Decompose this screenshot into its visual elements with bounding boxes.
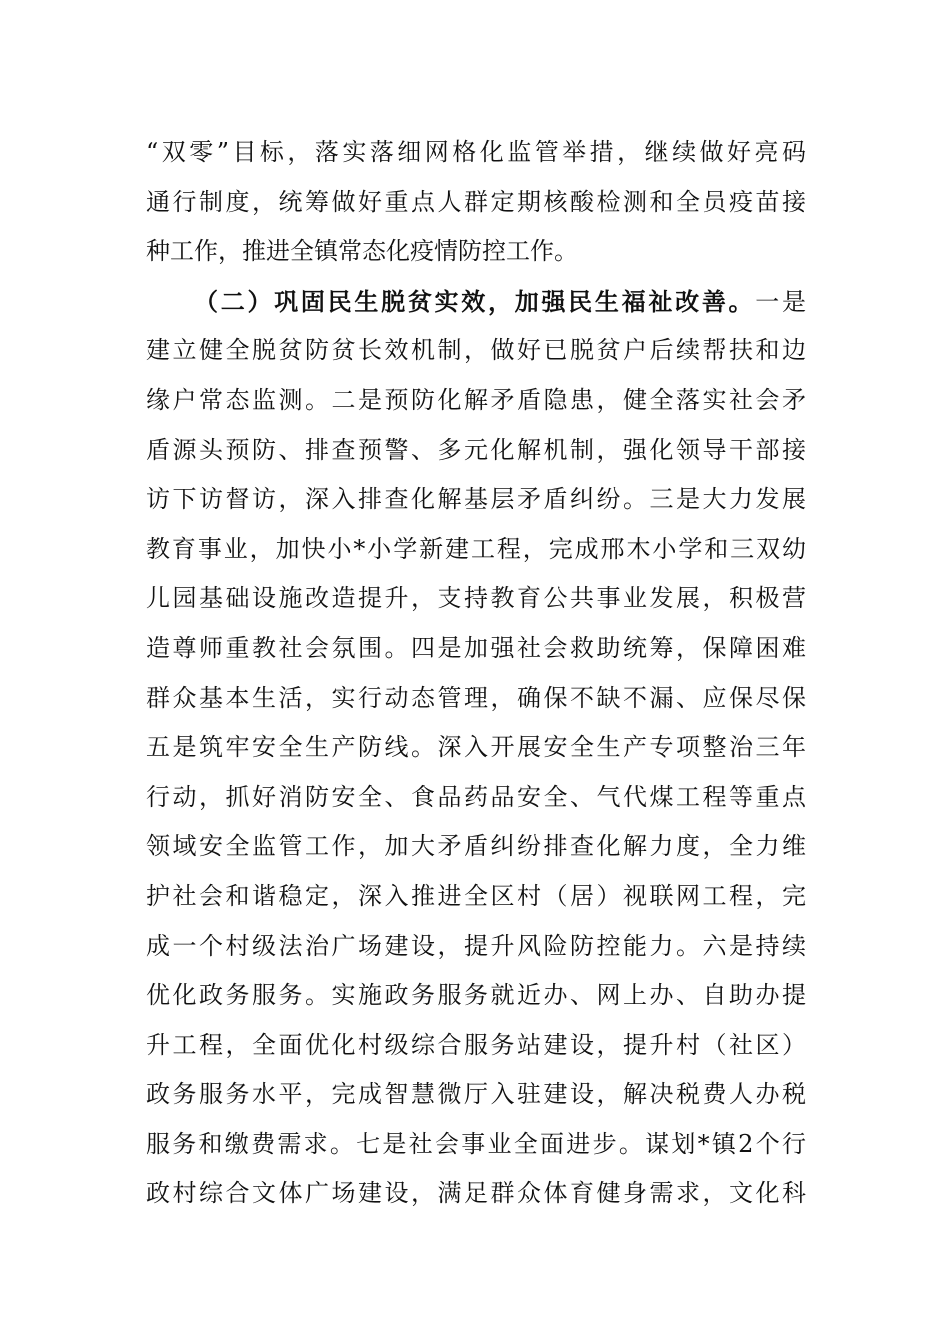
text-line: 优化政务服务。实施政务服务就近办、网上办、自助办提 <box>146 981 806 1010</box>
text-line: 服务和缴费需求。七是社会事业全面进步。谋划*镇2个行 <box>146 1129 806 1158</box>
text-line: “双零”目标，落实落细网格化监管举措，继续做好亮码 <box>146 138 806 166</box>
text-line: 造尊师重教社会氛围。四是加强社会救助统筹，保障困难 <box>146 633 806 662</box>
text-line: 行动，抓好消防安全、食品药品安全、气代煤工程等重点 <box>146 782 806 811</box>
section-heading: （二）巩固民生脱贫实效，加强民生福祉改善。 <box>194 286 756 316</box>
text-line: 群众基本生活，实行动态管理，确保不缺不漏、应保尽保 <box>146 683 806 712</box>
text-line: 护社会和谐稳定，深入推进全区村（居）视联网工程，完 <box>146 881 806 910</box>
document-body <box>146 128 806 1219</box>
text-line: 领域安全监管工作，加大矛盾纠纷排查化解力度，全力维 <box>146 832 806 861</box>
section-heading-line <box>146 277 806 327</box>
text-line: 政村综合文体广场建设，满足群众体育健身需求，文化科 <box>146 1179 806 1208</box>
text-line: 盾源头预防、排查预警、多元化解机制，强化领导干部接 <box>146 435 806 464</box>
text-line: 建立健全脱贫防贫长效机制，做好已脱贫户后续帮扶和边 <box>146 336 806 365</box>
text-line: 五是筑牢安全生产防线。深入开展安全生产专项整治三年 <box>146 733 806 762</box>
text-line: 政务服务水平，完成智慧微厅入驻建设，解决税费人办税 <box>146 1080 806 1109</box>
text-line: 儿园基础设施改造提升，支持教育公共事业发展，积极营 <box>146 584 806 613</box>
text-line: 升工程，全面优化村级综合服务站建设，提升村（社区） <box>146 1030 806 1059</box>
text-line: 访下访督访，深入排查化解基层矛盾纠纷。三是大力发展 <box>146 485 806 514</box>
text-line: 通行制度，统筹做好重点人群定期核酸检测和全员疫苗接 <box>146 187 806 216</box>
heading-continuation: 一是 <box>755 287 807 316</box>
text-line: 缘户常态监测。二是预防化解矛盾隐患，健全落实社会矛 <box>146 385 806 414</box>
text-line: 成一个村级法治广场建设，提升风险防控能力。六是持续 <box>146 931 806 960</box>
text-line: 种工作，推进全镇常态化疫情防控工作。 <box>146 237 578 266</box>
text-line: 教育事业，加快小*小学新建工程，完成邢木小学和三双幼 <box>146 534 806 563</box>
